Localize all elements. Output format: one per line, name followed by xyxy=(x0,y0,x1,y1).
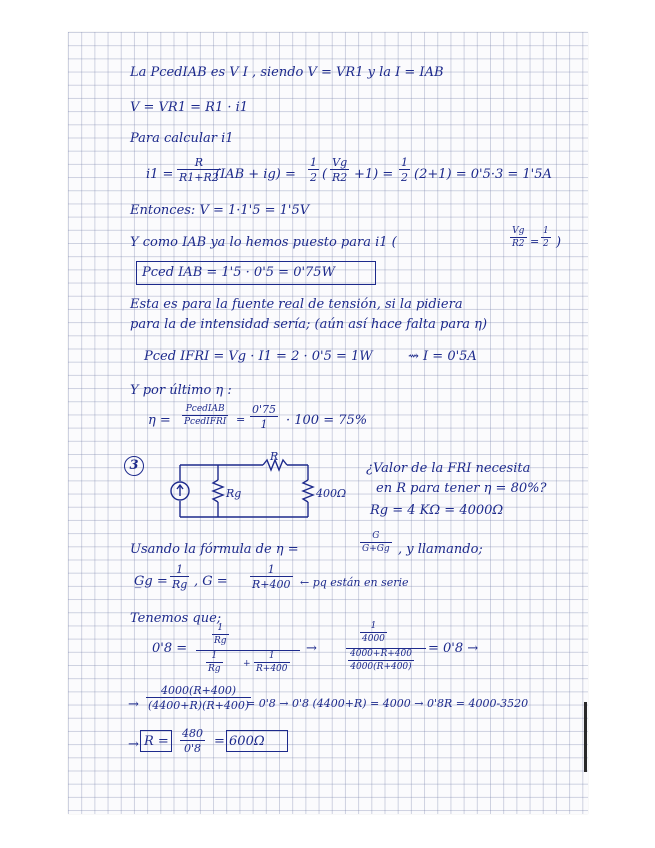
fraction-denominator: R2 xyxy=(332,171,348,184)
fraction-half-1 xyxy=(308,157,319,183)
text-pced-iab: Pced IAB = 1'5 · 0'5 = 0'75W xyxy=(142,265,335,280)
text-solve-r: = 0'8 → 0'8 (4400+R) = 4000 → 0'8R = 4000-3520 xyxy=(246,697,529,710)
formula-i1-label: i1 = xyxy=(146,167,174,182)
fraction-g-over-ggg xyxy=(360,532,392,554)
formula-plus-one: +1) = xyxy=(354,167,394,182)
page-edge-mark xyxy=(584,702,587,772)
question-line-3: Rg = 4 KΩ = 4000Ω xyxy=(370,503,504,518)
text-r-eq: R = xyxy=(144,734,169,749)
fraction-numerator: PcedIAB xyxy=(182,405,228,416)
fraction-numerator: 1 xyxy=(254,652,290,663)
arrow-2: → xyxy=(128,697,139,712)
circuit-label-400: 400Ω xyxy=(316,487,347,500)
fraction-480-over-08 xyxy=(180,728,205,754)
fraction-denominator: R+400 xyxy=(252,578,291,591)
fraction-1-over-rg xyxy=(170,564,189,590)
fraction-denominator: 2 xyxy=(401,171,408,184)
fraction-numerator: 4000+R+400 xyxy=(350,649,412,659)
fraction-1-over-r400 xyxy=(250,564,293,590)
fraction-denominator: (4400+R)(R+400) xyxy=(148,699,250,712)
fraction-4000-expression xyxy=(348,650,414,672)
arrow-3: → xyxy=(128,737,139,752)
fraction-denominator: 4000(R+400) xyxy=(350,662,412,672)
fraction-denominator: Rg xyxy=(208,664,221,674)
fraction-denominator: R2 xyxy=(512,239,525,249)
fraction-numerator: Vg xyxy=(510,227,527,238)
fraction-numerator: 1 xyxy=(310,156,317,169)
text-eta-result: · 100 = 75% xyxy=(286,413,368,428)
fraction-numerator: 1 xyxy=(212,624,229,635)
fraction-numerator: 1 xyxy=(360,622,387,633)
text-i-0-5a: ⇝ I = 0'5A xyxy=(408,349,477,364)
fraction-bottom-1-over-rg xyxy=(206,652,223,674)
text-pq-serie: ← pq están en serie xyxy=(300,576,409,589)
fraction-numerator: G xyxy=(360,532,392,543)
text-g-eq: , G = xyxy=(194,574,228,589)
formula-result-1-5a: (2+1) = 0'5·3 = 1'5A xyxy=(414,167,552,182)
text-line-8: Esta es para la fuente real de tensión, si la pidiera xyxy=(130,297,463,312)
text-pced-ifri: Pced IFRI = Vg · I1 = 2 · 0'5 = 1W xyxy=(144,349,373,364)
fraction-denominator: 1 xyxy=(260,418,268,431)
fraction-half-small xyxy=(541,227,551,249)
fraction-vg-over-r2 xyxy=(330,157,349,183)
fraction-denominator: R+400 xyxy=(256,664,288,674)
arrow-1: → xyxy=(306,641,317,656)
fraction-denominator: PcedIFRI xyxy=(184,417,227,427)
question-line-1: ¿Valor de la FRI necesita xyxy=(366,461,531,476)
fraction-vg-r2-small xyxy=(510,227,527,249)
fraction-numerator: 1 xyxy=(250,564,293,577)
text-y-como: Y como I‌AB ya lo hemos puesto para i1 ( xyxy=(130,235,397,250)
text-entonces: Entonces: V = 1·1'5 = 1'5V xyxy=(130,203,310,218)
text-eq-08-arrow: = 0'8 → xyxy=(428,641,479,656)
fraction-numerator: R xyxy=(177,157,221,170)
fraction-half-2 xyxy=(399,157,410,183)
fraction-numerator: 1 xyxy=(543,226,549,236)
fraction-4000-simplified xyxy=(146,685,251,711)
fraction-denominator: Rg xyxy=(172,578,188,591)
fraction-numerator: Vg xyxy=(330,157,349,170)
formula-paren-open: ( xyxy=(322,167,328,182)
fraction-075-over-1 xyxy=(250,404,278,430)
circuit-label-rg: Rg xyxy=(226,487,242,500)
question-line-2: en R para tener η = 80%? xyxy=(376,481,547,496)
text-08-eq: 0'8 = xyxy=(152,641,188,656)
fraction-denominator: 2 xyxy=(543,239,549,249)
fraction-numerator: 1 xyxy=(170,564,189,577)
text-eta-eq: η = xyxy=(148,413,171,428)
text-line-2: V = V‌R1 = R1 · i1 xyxy=(130,100,249,115)
fraction-numerator: 1 xyxy=(206,652,223,663)
page: La P‌cedIAB es V I , siendo V = V‌R1 y la I = I‌AB V = V‌R1 = R1 · i1 Para calcular i1 i1 = $\frac{R}{R1+R2}$ (I‌AB + ig) = $\frac{1}{2}$ ( $\frac{Vg}{R2}$ +1) = $\frac{1}{2}$ (2+1) = 0'5·3 = 1'5A Entonces: V = 1·1'5 = 1'5V Y como I‌AB ya lo hemos puesto para i1 ( $\frac{Vg}{R2}$ = $\frac{1}{2}$ ) Pced IAB = 1'5 · 0'5 = 0'75W Esta es para la fuente real de tensión, si la pidiera para la de intensidad sería; (aún así hace falta para η) Pced IFRI = Vg · I1 = 2 · 0'5 = 1W ⇝ I = 0'5A Y por último η : η = PcedIAB PcedIFRI = $\frac{0'75}{1}$ · 100 = 75% 3 R Rg 400Ω ¿Valor de la FRI necesita en R para tener η = 80%? Rg = 4 KΩ = 4000Ω Usando la fórmula de η = $\frac{G}{G+Gg}$ , y llamando; G̲g = $\frac{1}{Rg}$ , G = $\frac{1}{R+400}$ ← pq están en serie Tenemos que; 0'8 = $\frac{1}{Rg}$ $\frac{1}{Rg}$ + $\frac{1}{R+400}$ → $\frac{1}{4000}$ $\frac{4000+R+400}{4000(R+400)}$ = 0'8 → → $\frac{4000(R+400)}{(4400+R)(R+400)}$ = 0'8 → 0'8 (4400+R) = 4000 → 0'8R = 4000-3520 → R = $\frac{480}{0'8}$ = 600Ω xyxy=(0,0,655,848)
fraction-numerator: 1 xyxy=(401,156,408,169)
fraction-denominator: R1+R2 xyxy=(179,171,219,184)
problem-number-badge: 3 xyxy=(124,456,144,476)
fraction-bottom-1-over-r400 xyxy=(254,652,290,674)
fraction-numerator: 480 xyxy=(182,727,203,740)
fraction-numerator: 4000(R+400) xyxy=(146,685,251,698)
fraction-denominator: Rg xyxy=(214,636,227,646)
text-line-9: para la de intensidad sería; (aún así hace falta para η) xyxy=(130,317,488,332)
text-line-3: Para calcular i1 xyxy=(130,131,234,146)
fraction-top-1-over-rg xyxy=(212,624,229,646)
text-line-1: La P‌cedIAB es V I , siendo V = V‌R1 y la I = I‌AB xyxy=(130,65,444,80)
fraction-denominator: 4000 xyxy=(362,634,385,644)
fraction-denominator: 2 xyxy=(310,171,317,184)
formula-i1-sum: (I‌AB + ig) = xyxy=(215,167,296,182)
text-por-ultimo: Y por último η : xyxy=(130,383,232,398)
circuit-label-r: R xyxy=(270,450,279,463)
fraction-numerator: 0'75 xyxy=(252,403,277,416)
text-tenemos-que: Tenemos que; xyxy=(130,611,222,626)
fraction-denominator: 0'8 xyxy=(183,742,202,755)
fraction-pced-ratio xyxy=(182,405,228,427)
text-y-llamando: , y llamando; xyxy=(398,542,483,557)
text-paren-close: ) xyxy=(556,235,562,250)
fraction-denominator: G+Gg xyxy=(362,544,390,554)
text-usando-formula: Usando la fórmula de η = xyxy=(130,542,299,557)
text-gg-eq: G̲g = xyxy=(134,574,168,589)
text-600-ohm: = 600Ω xyxy=(214,734,265,749)
fraction-1-over-4000 xyxy=(360,622,387,644)
